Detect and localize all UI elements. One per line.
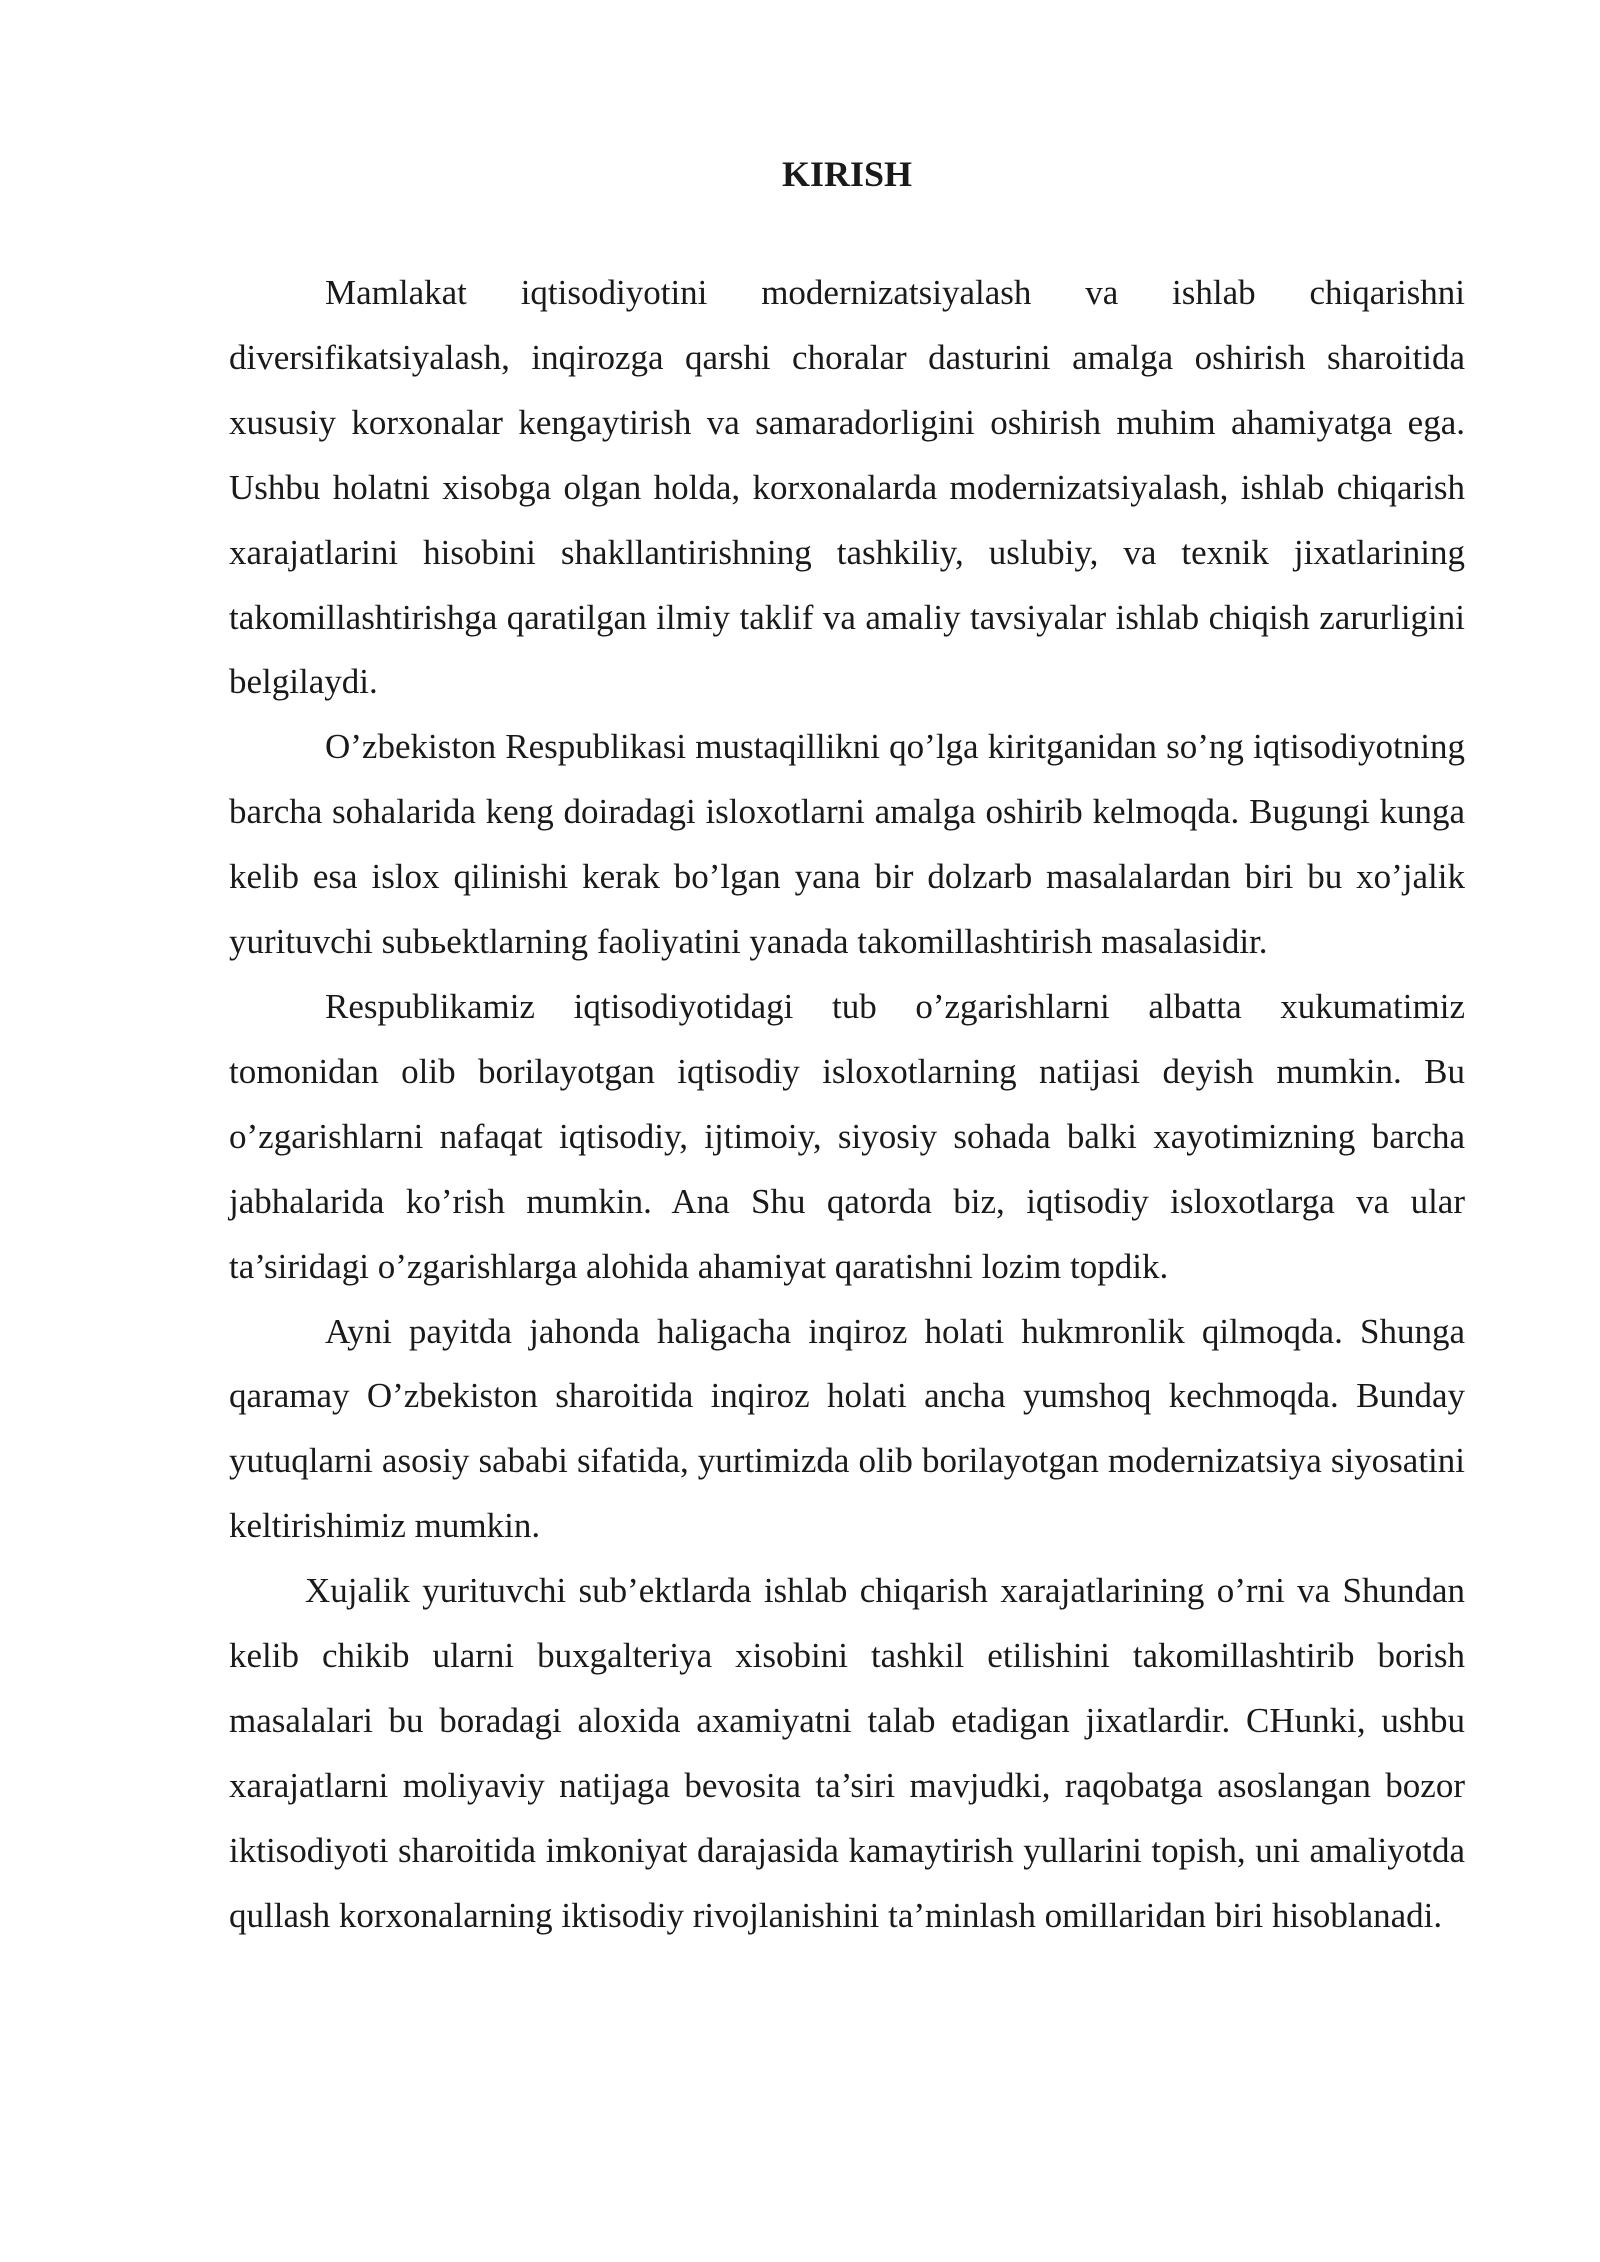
paragraph-4: Ayni payitda jahonda haligacha inqiroz holati hukmronlik qilmoqda. Shunga qaramay O’zbekiston sharoitida inqiroz holati ancha yumshoq kechmoqda. Bunday yutuqlarni asosiy sababi sifatida, yurtimizda olib borilayotgan modernizatsiya siyosatini keltirishimiz mumkin.	[229, 1311, 1465, 1546]
paragraph-1: Mamlakat iqtisodiyotini modernizatsiyalash va ishlab chiqarishni diversifikatsiyalash, inqirozga qarshi choralar dasturini amalga oshirish sharoitida xususiy korxonalar kengaytirish va samaradorligini oshirish muhim ahamiyatga ega. Ushbu holatni xisobga olgan holda, korxonalarda modernizatsiyalash, ishlab chiqarish xarajatlarini hisobini shakllantirishning tashkiliy, uslubiy, va texnik jixatlarining takomillashtirishga qaratilgan ilmiy taklif va amaliy tavsiyalar ishlab chiqish zarurligini belgilaydi.	[229, 273, 1465, 702]
paragraph-2: O’zbekiston Respublikasi mustaqillikni qo’lga kiritganidan so’ng iqtisodiyotning barcha sohalarida keng doiradagi isloxotlarni amalga oshirib kelmoqda. Bugungi kunga kelib esa islox qilinishi kerak bo’lgan yana bir dolzarb masalalardan biri bu xo’jalik yurituvchi subьektlarning faoliyatini yanada takomillashtirish masalasidir.	[229, 727, 1465, 962]
paragraph-3: Respublikamiz iqtisodiyotidagi tub o’zgarishlarni albatta xukumatimiz tomonidan olib borilayotgan iqtisodiy isloxotlarning natijasi deyish mumkin. Bu o’zgarishlarni nafaqat iqtisodiy, ijtimoiy, siyosiy sohada balki xayotimizning barcha jabhalarida ko’rish mumkin. Ana Shu qatorda biz, iqtisodiy isloxotlarga va ular ta’siridagi o’zgarishlarga alohida ahamiyat qaratishni lozim topdik.	[229, 986, 1465, 1286]
paragraph-5: Xujalik yurituvchi sub’ektlarda ishlab chiqarish xarajatlarining o’rni va Shundan kelib chikib ularni buxgalteriya xisobini tashkil etilishini takomillashtirib borish masalalari bu boradagi aloxida axamiyatni talab etadigan jixatlardir. CHunki, ushbu xarajatlarni moliyaviy natijaga bevosita ta’siri mavjudki, raqobatga asoslangan bozor iktisodiyoti sharoitida imkoniyat darajasida kamaytirish yullarini topish, uni amaliyotda qullash korxonalarning iktisodiy rivojlanishini ta’minlash omillaridan biri hisoblanadi.	[229, 1571, 1465, 1935]
document-body	[229, 261, 1465, 1949]
page-title: KIRISH	[781, 154, 913, 194]
